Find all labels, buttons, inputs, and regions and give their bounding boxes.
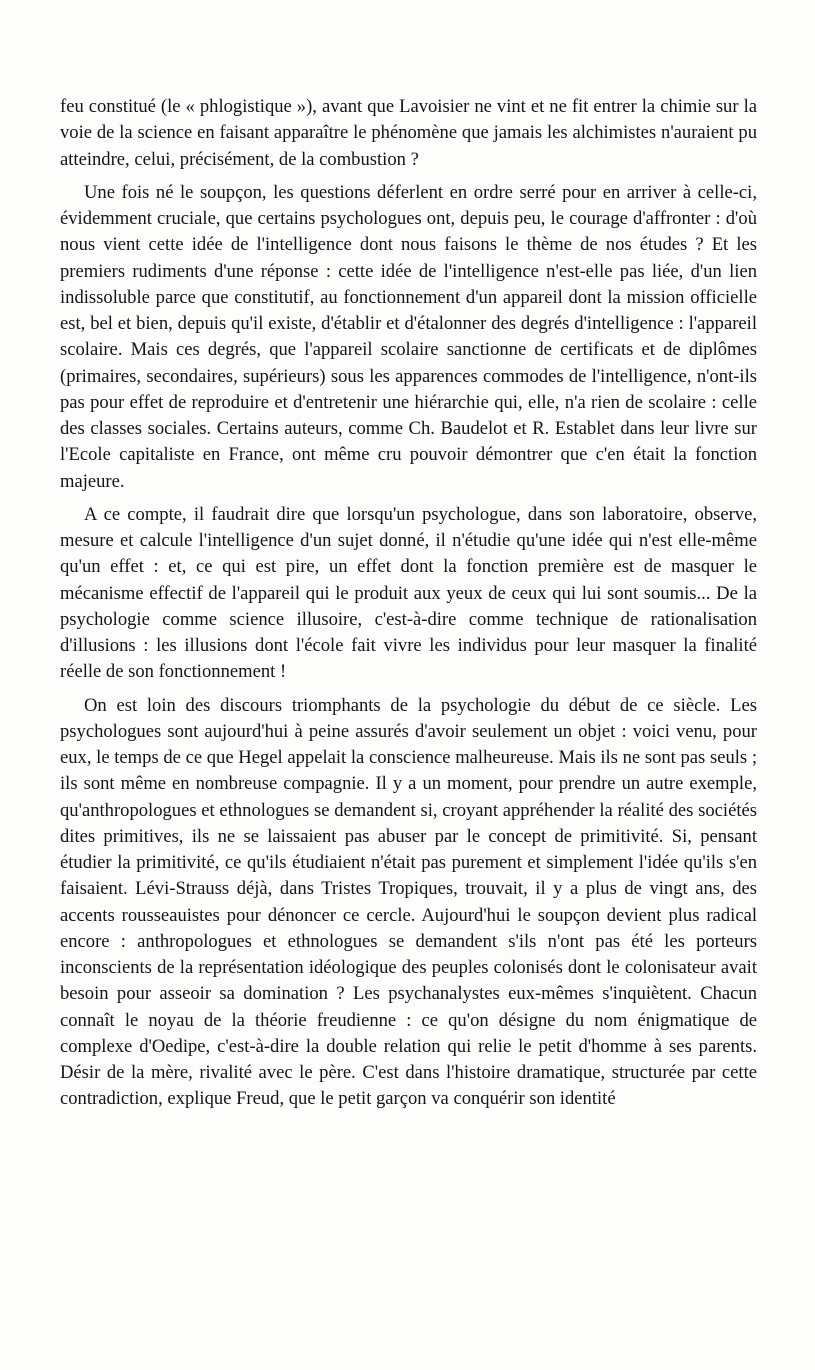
paragraph-2: Une fois né le soupçon, les questions déferlent en ordre serré pour en arriver à celle-ci, évidemment cruciale, que certains psychologues ont, depuis peu, le courage d'affronter : d'où nous vient cette idée de l'intelligence dont nous faisons le thème de nos études ? Et les premiers rudiments d'une réponse : cette idée de l'intelligence n'est-elle pas liée, d'un lien indissoluble parce que constitutif, au fonctionnement d'un appareil dont la mission officielle est, bel et bien, depuis qu'il existe, d'établir et d'étalonner des degrés d'intelligence : l'appareil scolaire. Mais ces degrés, que l'appareil scolaire sanctionne de certificats et de diplômes (primaires, secondaires, supérieurs) sous les apparences commodes de l'intelligence, n'ont-ils pas pour effet de reproduire et d'entretenir une hiérarchie qui, elle, n'a rien de scolaire : celle des classes sociales. Certains auteurs, comme Ch. Baudelot et R. Establet dans leur livre sur l'Ecole capitaliste en France, ont même cru pouvoir démontrer que c'en était la fonction majeure. xyxy=(60,181,757,492)
paragraph-4: On est loin des discours triomphants de la psychologie du début de ce siècle. Les psychologues sont aujourd'hui à peine assurés d'avoir seulement un objet : voici venu, pour eux, le temps de ce que Hegel appelait la conscience malheureuse. Mais ils ne sont pas seuls ; ils sont même en nombreuse compagnie. Il y a un moment, pour prendre un autre exemple, qu'anthropologues et ethnologues se demandent si, croyant appréhender la réalité des sociétés dites primitives, ils ne se laissaient pas abuser par le concept de primitivité. Si, pensant étudier la primitivité, ce qu'ils étudiaient n'était pas purement et simplement l'idée qu'ils s'en faisaient. Lévi-Strauss déjà, dans Tristes Tropiques, trouvait, il y a plus de vingt ans, des accents rousseauistes pour dénoncer ce cercle. Aujourd'hui le soupçon devient plus radical encore : anthropologues et ethnologues se demandent s'ils n'ont pas été les porteurs inconscients de la représentation idéologique des peuples colonisés dont le colonisateur avait besoin pour asseoir sa domination ? Les psychanalystes eux-mêmes s'inquiètent. Chacun connaît le noyau de la théorie freudienne : ce qu'on désigne du nom énigmatique de complexe d'Oedipe, c'est-à-dire la double relation qui relie le petit d'homme à ses parents. Désir de la mère, rivalité avec le père. C'est dans l'histoire dramatique, structurée par cette contradiction, explique Freud, que le petit garçon va conquérir son identité xyxy=(60,694,757,1110)
paragraph-1: feu constitué (le « phlogistique »), avant que Lavoisier ne vint et ne fit entrer la chimie sur la voie de la science en faisant apparaître le phénomène que jamais les alchimistes n'auraient pu atteindre, celui, précisément, de la combustion ? xyxy=(60,96,757,170)
paragraph-3: A ce compte, il faudrait dire que lorsqu'un psychologue, dans son laboratoire, observe, mesure et calcule l'intelligence d'un sujet donné, il n'étudie qu'une idée qui n'est elle-même qu'un effet : et, ce qui est pire, un effet dont la fonction première est de masquer le mécanisme effectif de l'appareil qui le produit aux yeux de ceux qui lui sont soumis... De la psychologie comme science illusoire, c'est-à-dire comme technique de rationalisation d'illusions : les illusions dont l'école fait vivre les individus pour leur masquer la finalité réelle de son fonctionnement ! xyxy=(60,503,757,683)
body-text xyxy=(60,94,757,1120)
